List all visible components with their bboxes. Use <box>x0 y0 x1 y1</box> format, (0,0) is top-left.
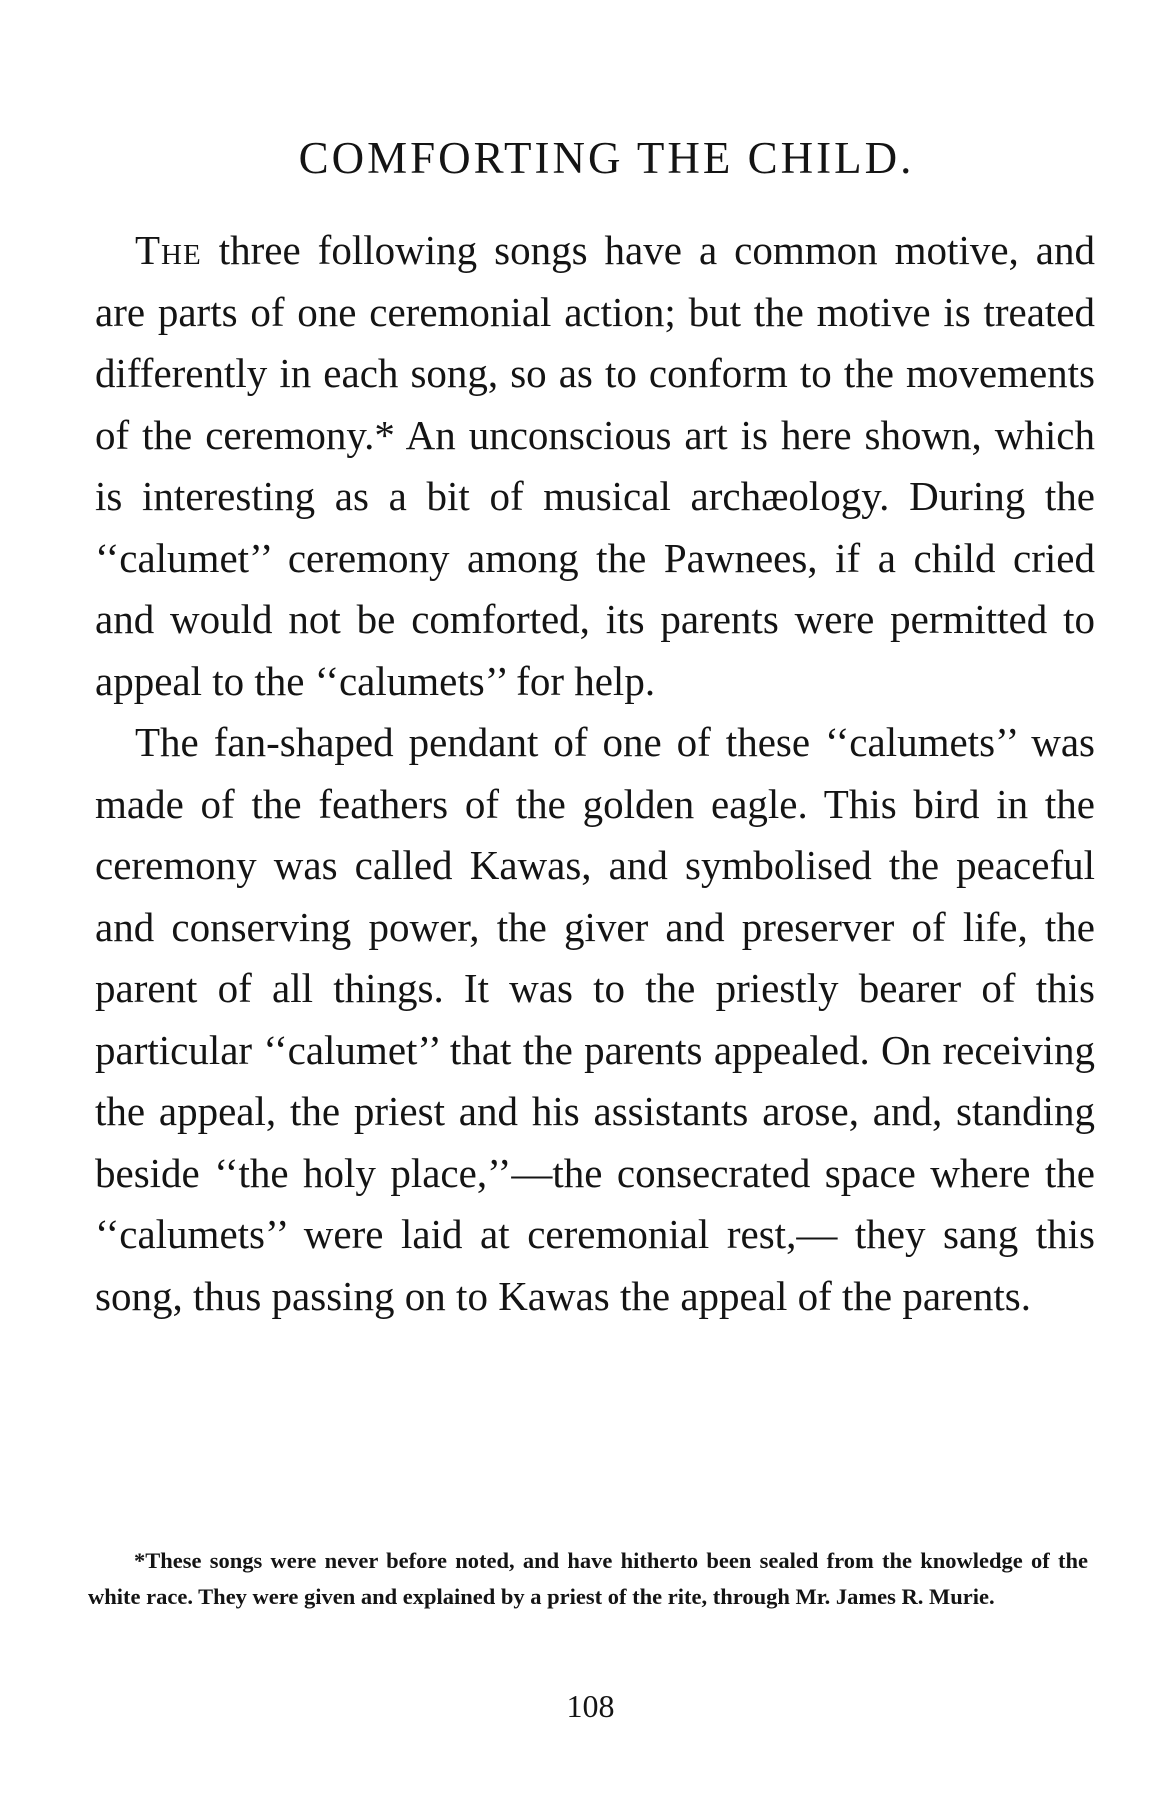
paragraph-1 <box>95 220 1095 712</box>
footnote: *These songs were never before noted, and have hitherto been sealed from the knowledge of the white race. They were given and explained by a priest of the rite, through Mr. James R. Murie. <box>88 1548 1088 1609</box>
paragraph-2: The fan-shaped pendant of one of these ‘‘calumets’’ was made of the feathers of the golden eagle. This bird in the ceremony was called Kawas, and symbolised the peaceful and conserving power, the giver and preserver of life, the parent of all things. It was to the priestly bearer of this particular ‘‘calumet’’ that the parents appealed. On receiving the appeal, the priest and his assistants arose, and, standing beside ‘‘the holy place,’’—the consecrated space where the ‘‘calumets’’ were laid at ceremonial rest,— they sang this song, thus passing on to Kawas the appeal of the parents. <box>95 719 1095 1319</box>
running-head: COMFORTING THE CHILD. <box>298 133 915 183</box>
page-number: 108 <box>566 1688 615 1724</box>
body-text <box>95 220 1095 1327</box>
paragraph-1-text: three following songs have a common motive, and are parts of one ceremonial action; but the motive is treated differently in each song, so as to conform to the movements of the ceremony.* An unconscious art is here shown, which is interesting as a bit of musical archæology. During the ‘‘calumet’’ ceremony among the Pawnees, if a child cried and would not be comforted, its parents were permitted to appeal to the ‘‘calumets’’ for help. <box>95 227 1095 704</box>
paragraph-1-lead: The <box>135 227 202 273</box>
